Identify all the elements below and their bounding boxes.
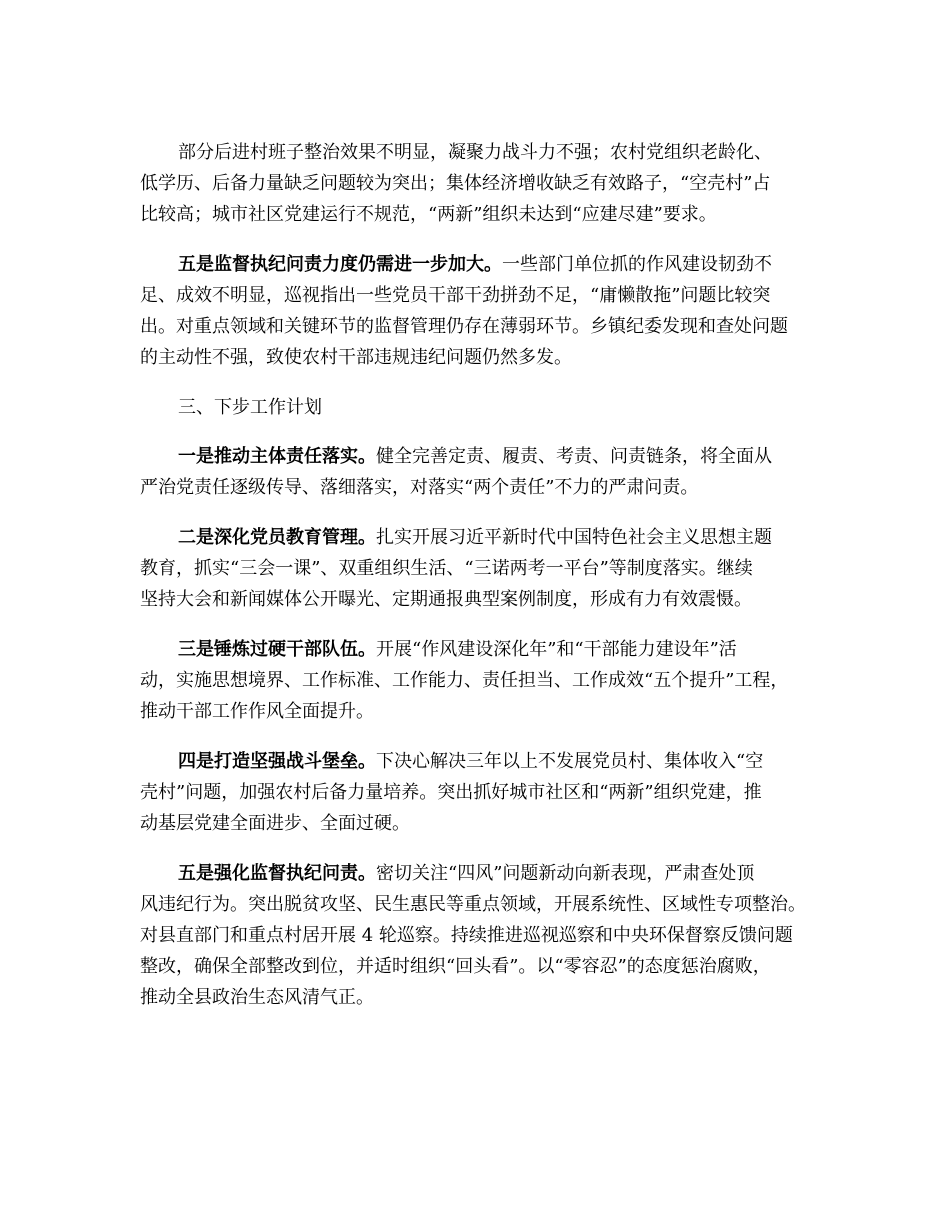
text-line: 出。对重点领域和关键环节的监督管理仍存在薄弱环节。乡镇纪委发现和查处问题 xyxy=(140,316,788,337)
text-line: 三是锤炼过硬干部队伍。开展“作风建设深化年”和“干部能力建设年”活 xyxy=(178,639,737,660)
paragraph-lead-heading: 五是强化监督执纪问责。 xyxy=(178,863,376,884)
paragraph-supervision-issue xyxy=(140,249,812,373)
text-line: 动基层党建全面进步、全面过硬。 xyxy=(140,813,410,834)
text-line: 五是强化监督执纪问责。密切关注“四风”问题新动向新表现，严肃查处顶 xyxy=(178,863,755,884)
text-line: 足、成效不明显，巡视指出一些党员干部干劲拼劲不足，“庸懒散拖”问题比较突 xyxy=(140,285,771,306)
text-line: 对县直部门和重点村居开展 4 轮巡察。持续推进巡视巡察和中央环保督察反馈问题 xyxy=(140,925,793,946)
text-line: 教育，抓实“三会一课”、双重组织生活、“三诺两考一平台”等制度落实。继续 xyxy=(140,558,753,579)
paragraph-lead-heading: 五是监督执纪问责力度仍需进一步加大。 xyxy=(178,254,502,275)
paragraph-plan-3 xyxy=(140,634,812,727)
section-heading-text: 三、下步工作计划 xyxy=(178,397,322,418)
text-line: 四是打造坚强战斗堡垒。下决心解决三年以上不发展党员村、集体收入“空 xyxy=(178,751,764,772)
text-line: 推动全县政治生态风清气正。 xyxy=(140,987,374,1008)
text-line: 二是深化党员教育管理。扎实开展习近平新时代中国特色社会主义思想主题 xyxy=(178,527,772,548)
text-line: 坚持大会和新闻媒体公开曝光、定期通报典型案例制度，形成有力有效震慑。 xyxy=(140,589,752,610)
paragraph-plan-1 xyxy=(140,441,812,503)
paragraph-plan-4 xyxy=(140,746,812,839)
paragraph-lead-heading: 三是锤炼过硬干部队伍。 xyxy=(178,639,376,660)
paragraph-plan-5 xyxy=(140,858,812,1013)
text-line: 推动干部工作作风全面提升。 xyxy=(140,701,374,722)
text-line: 比较高；城市社区党建运行不规范，“两新”组织未达到“应建尽建”要求。 xyxy=(140,204,717,225)
paragraph-lead-heading: 四是打造坚强战斗堡垒。 xyxy=(178,751,376,772)
text-line: 风违纪行为。突出脱贫攻坚、民生惠民等重点领域，开展系统性、区域性专项整治。 xyxy=(140,894,806,915)
text-line: 严治党责任逐级传导、落细落实，对落实“两个责任”不力的严肃问责。 xyxy=(140,477,699,498)
text-line: 整改，确保全部整改到位，并适时组织“回头看”。以“零容忍”的态度惩治腐败， xyxy=(140,956,771,977)
paragraph-plan-2 xyxy=(140,522,812,615)
paragraph-continuation xyxy=(140,137,812,230)
text-line: 壳村”问题，加强农村后备力量培养。突出抓好城市社区和“两新”组织党建，推 xyxy=(140,782,762,803)
text-line: 动，实施思想境界、工作标准、工作能力、责任担当、工作成效“五个提升”工程， xyxy=(140,670,789,691)
paragraph-lead-heading: 二是深化党员教育管理。 xyxy=(178,527,376,548)
text-line: 五是监督执纪问责力度仍需进一步加大。一些部门单位抓的作风建设韧劲不 xyxy=(178,254,772,275)
section-heading xyxy=(140,392,812,423)
text-line: 的主动性不强，致使农村干部违规违纪问题仍然多发。 xyxy=(140,347,572,368)
text-line: 低学历、后备力量缺乏问题较为突出；集体经济增收缺乏有效路子，“空壳村”占 xyxy=(140,173,771,194)
text-line: 一是推动主体责任落实。健全完善定责、履责、考责、问责链条，将全面从 xyxy=(178,446,772,467)
paragraph-lead-heading: 一是推动主体责任落实。 xyxy=(178,446,376,467)
text-line: 部分后进村班子整治效果不明显，凝聚力战斗力不强；农村党组织老龄化、 xyxy=(178,142,772,163)
